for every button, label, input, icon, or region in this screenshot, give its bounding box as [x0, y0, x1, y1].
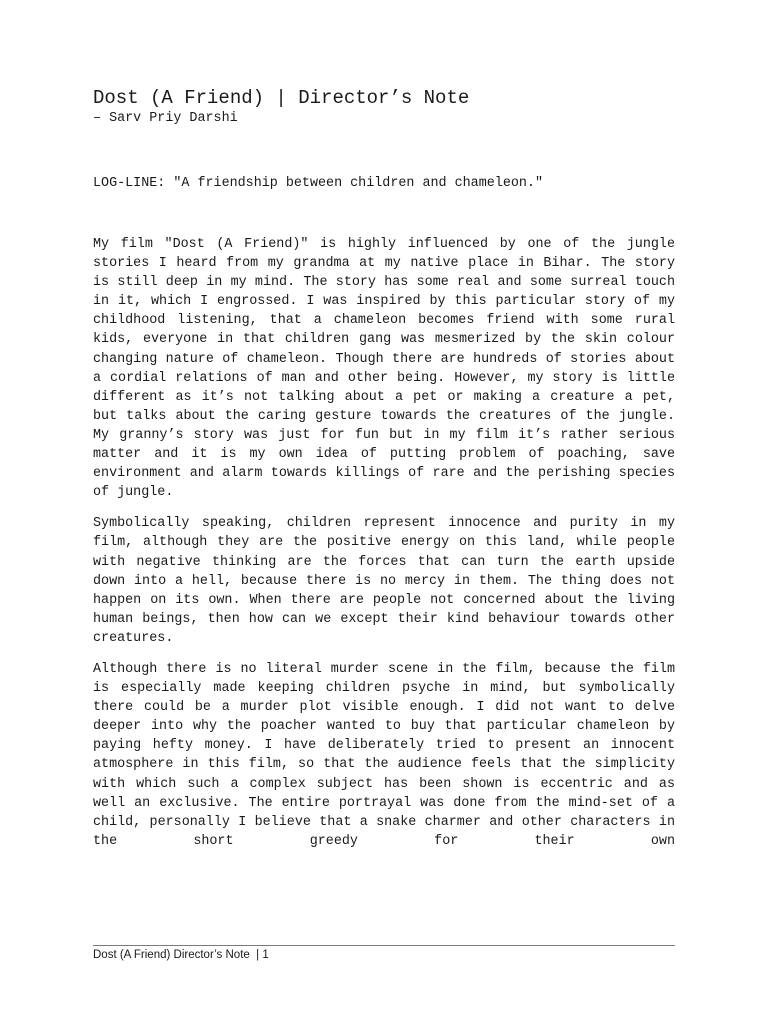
- body-text: [93, 235, 675, 851]
- paragraph-3: Although there is no literal murder scene in the film, because the film is especially made keeping children psyche in mind, but symbolically there could be a murder plot visible enough. I did not want to delve deeper into why the poacher wanted to buy that particular chameleon by paying hefty money. I have deliberately tried to present an innocent atmosphere in this film, so that the audience feels that the simplicity with which such a complex subject has been shown is eccentric and as well an exclusive. The entire portrayal was done from the mind-set of a child, personally I believe that a snake charmer and other characters in the short greedy for their own: [93, 661, 675, 849]
- document-title: Dost (A Friend) | Director’s Note: [93, 87, 470, 109]
- footer-divider: [93, 945, 675, 946]
- logline: LOG-LINE: "A friendship between children and chameleon.": [93, 176, 543, 191]
- paragraph-2: Symbolically speaking, children represent innocence and purity in my film, although they are the positive energy on this land, while people with negative thinking are the forces that can turn the earth upside down into a hell, because there is no mercy in them. The thing does not happen on its own. When there are people not concerned about the living human beings, then how can we except their kind behaviour towards other creatures.: [93, 516, 675, 646]
- document-author: – Sarv Priy Darshi: [93, 111, 238, 126]
- page-footer: Dost (A Friend) Director’s Note | 1: [93, 949, 269, 961]
- paragraph-1: My film "Dost (A Friend)" is highly influenced by one of the jungle stories I heard from my grandma at my native place in Bihar. The story is still deep in my mind. The story has some real and some surreal touch in it, which I engrossed. I was inspired by this particular story of my childhood listening, that a chameleon becomes friend with some rural kids, everyone in that children gang was mesmerized by the skin colour changing nature of chameleon. Though there are hundreds of stories about a cordial relations of man and other being. However, my story is little different as it’s not talking about a pet or making a creature a pet, but talks about the caring gesture towards the creatures of the jungle. My granny’s story was just for fun but in my film it’s rather serious matter and it is my own idea of putting problem of poaching, save environment and alarm towards killings of rare and the perishing species of jungle.: [93, 237, 675, 501]
